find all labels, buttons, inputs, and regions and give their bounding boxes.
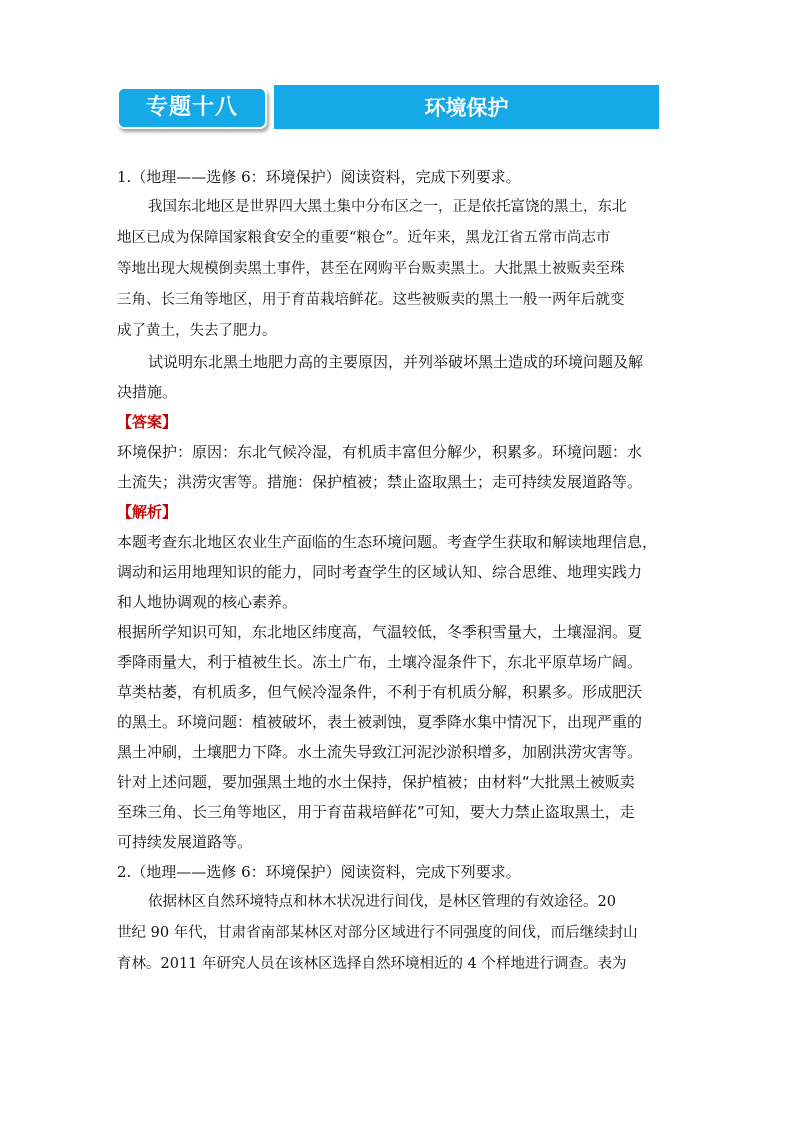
analysis-line: 调动和运用地理知识的能力，同时考查学生的区域认知、综合思维、地理实践力	[117, 563, 643, 581]
q1-answer	[117, 437, 682, 497]
analysis-line: 根据所学知识可知，东北地区纬度高，气温较低，冬季积雪量大，土壤湿润。夏	[117, 623, 643, 641]
q1-question-line: 试说明东北黑土地肥力高的主要原因，并列举破坏黑土造成的环境问题及解	[148, 353, 644, 371]
analysis-line: 本题考查东北地区农业生产面临的生态环境问题。考查学生获取和解读地理信息，	[117, 533, 658, 551]
document-body	[117, 162, 682, 980]
q2-material-line: 依据林区自然环境特点和林木状况进行间伐，是林区管理的有效途径。20	[148, 894, 616, 910]
analysis-line: 黑土冲刷，土壤肥力下降。水土流失导致江河泥沙淤积增多，加剧洪涝灾害等。	[117, 743, 643, 761]
q1-analysis	[117, 527, 682, 857]
q2-material-line: 世纪 90 年代，甘肃省南部某林区对部分区域进行不同强度的间伐，而后继续封山	[117, 925, 638, 941]
q2-material-line: 育林。2011 年研究人员在该林区选择自然环境相近的 4 个样地进行调查。表为	[117, 956, 627, 972]
q1-question-line: 决措施。	[117, 383, 178, 401]
analysis-line: 的黑土。环境问题：植被破坏，表土被剥蚀，夏季降水集中情况下，出现严重的	[117, 713, 643, 731]
analysis-line: 草类枯萎，有机质多，但气候冷湿条件，不利于有机质分解，积累多。形成肥沃	[117, 683, 643, 701]
q1-question	[117, 347, 682, 407]
analysis-line: 季降雨量大，利于植被生长。冻土广布，土壤冷湿条件下，东北平原草场广阔。	[117, 653, 643, 671]
q1-material	[117, 192, 682, 347]
q1-material-line: 成了黄土，失去了肥力。	[117, 323, 277, 339]
q2-stem: 2.（地理——选修 6：环境保护）阅读资料，完成下列要求。	[117, 863, 521, 881]
analysis-line: 可持续发展道路等。	[117, 833, 253, 851]
analysis-tag: 【解析】	[117, 503, 178, 521]
topic-badge: 专题十八	[117, 87, 267, 129]
q1-material-line: 等地出现大规模倒卖黑土事件，甚至在网购平台贩卖黑土。大批黑土被贩卖至珠	[117, 261, 625, 277]
analysis-line: 针对上述问题，要加强黑土地的水土保持，保护植被；由材料“大批黑土被贩卖	[117, 773, 635, 791]
q1-material-line: 地区已成为保障国家粮食安全的重要“粮仓”。近年来，黑龙江省五常市尚志市	[117, 230, 611, 246]
answer-tag: 【答案】	[117, 413, 178, 431]
analysis-line: 至珠三角、长三角等地区，用于育苗栽培鲜花”可知，要大力禁止盗取黑土，走	[117, 803, 635, 821]
topic-title-bar: 环境保护	[274, 85, 659, 129]
answer-line: 土流失；洪涝灾害等。措施：保护植被；禁止盗取黑土；走可持续发展道路等。	[117, 473, 643, 491]
q2-material	[117, 887, 682, 980]
q1-material-line: 我国东北地区是世界四大黑土集中分布区之一，正是依托富饶的黑土，东北	[148, 199, 627, 215]
q1-stem: 1.（地理——选修 6：环境保护）阅读资料，完成下列要求。	[117, 168, 521, 186]
answer-line: 环境保护：原因：东北气候冷湿，有机质丰富但分解少，积累多。环境问题：水	[117, 443, 643, 461]
section-header	[117, 85, 659, 129]
q1-material-line: 三角、长三角等地区，用于育苗栽培鲜花。这些被贩卖的黑土一般一两年后就变	[117, 292, 625, 308]
analysis-line: 和人地协调观的核心素养。	[117, 593, 298, 611]
